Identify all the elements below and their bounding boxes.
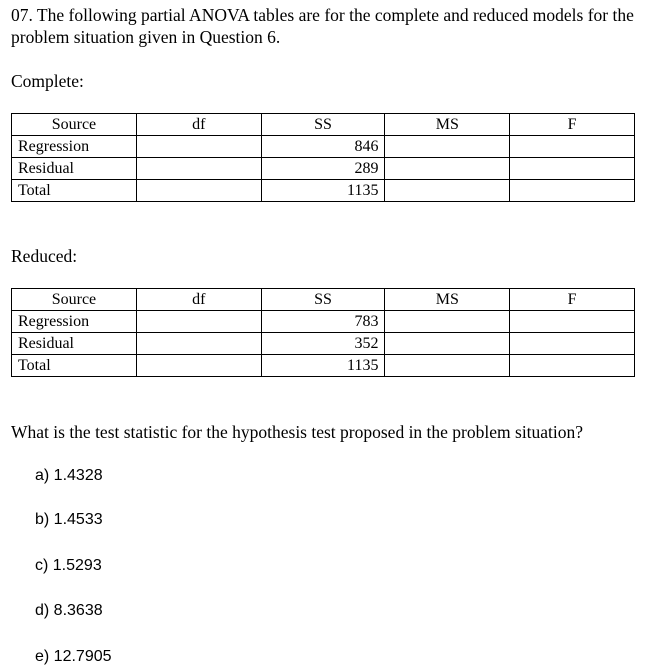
cell-df [136,311,261,333]
choice-b[interactable]: b) 1.4533 [35,511,103,528]
header-df: df [136,114,261,136]
cell-ss: 1135 [261,180,385,202]
header-source: Source [12,289,137,311]
reduced-anova-table [11,288,635,377]
cell-f [510,180,635,202]
cell-source: Regression [12,311,137,333]
cell-f [510,355,635,377]
table-row [12,355,635,377]
header-ms: MS [385,289,510,311]
header-df: df [136,289,261,311]
header-f: F [510,289,635,311]
complete-anova-table [11,113,635,202]
cell-f [510,136,635,158]
choice-e[interactable]: e) 12.7905 [35,648,112,665]
cell-df [136,136,261,158]
reduced-model-label: Reduced: [11,246,78,266]
choice-d[interactable]: d) 8.3638 [35,602,103,619]
header-ms: MS [385,114,510,136]
cell-source: Total [12,355,137,377]
cell-f [510,158,635,180]
choice-c[interactable]: c) 1.5293 [35,557,102,574]
cell-source: Regression [12,136,137,158]
table-row [12,158,635,180]
cell-ss: 783 [261,311,385,333]
table-row [12,333,635,355]
header-f: F [510,114,635,136]
table-row [12,136,635,158]
cell-ss: 289 [261,158,385,180]
cell-source: Residual [12,158,137,180]
cell-source: Residual [12,333,137,355]
cell-ms [385,158,510,180]
header-ss: SS [261,114,385,136]
cell-ms [385,136,510,158]
complete-model-label: Complete: [11,71,84,91]
cell-ms [385,333,510,355]
header-ss: SS [261,289,385,311]
cell-f [510,311,635,333]
table-row [12,311,635,333]
choice-a[interactable]: a) 1.4328 [35,467,103,484]
cell-ss: 1135 [261,355,385,377]
cell-ms [385,311,510,333]
cell-ms [385,180,510,202]
cell-df [136,333,261,355]
cell-df [136,158,261,180]
cell-f [510,333,635,355]
cell-df [136,180,261,202]
cell-ss: 846 [261,136,385,158]
question-intro: 07. The following partial ANOVA tables are for the complete and reduced models for the problem situation given in Question 6. [11,5,634,47]
cell-df [136,355,261,377]
header-source: Source [12,114,137,136]
cell-ss: 352 [261,333,385,355]
cell-source: Total [12,180,137,202]
question-text: What is the test statistic for the hypothesis test proposed in the problem situation? [11,422,584,442]
table-row [12,180,635,202]
cell-ms [385,355,510,377]
table-header-row [12,289,635,311]
table-header-row [12,114,635,136]
